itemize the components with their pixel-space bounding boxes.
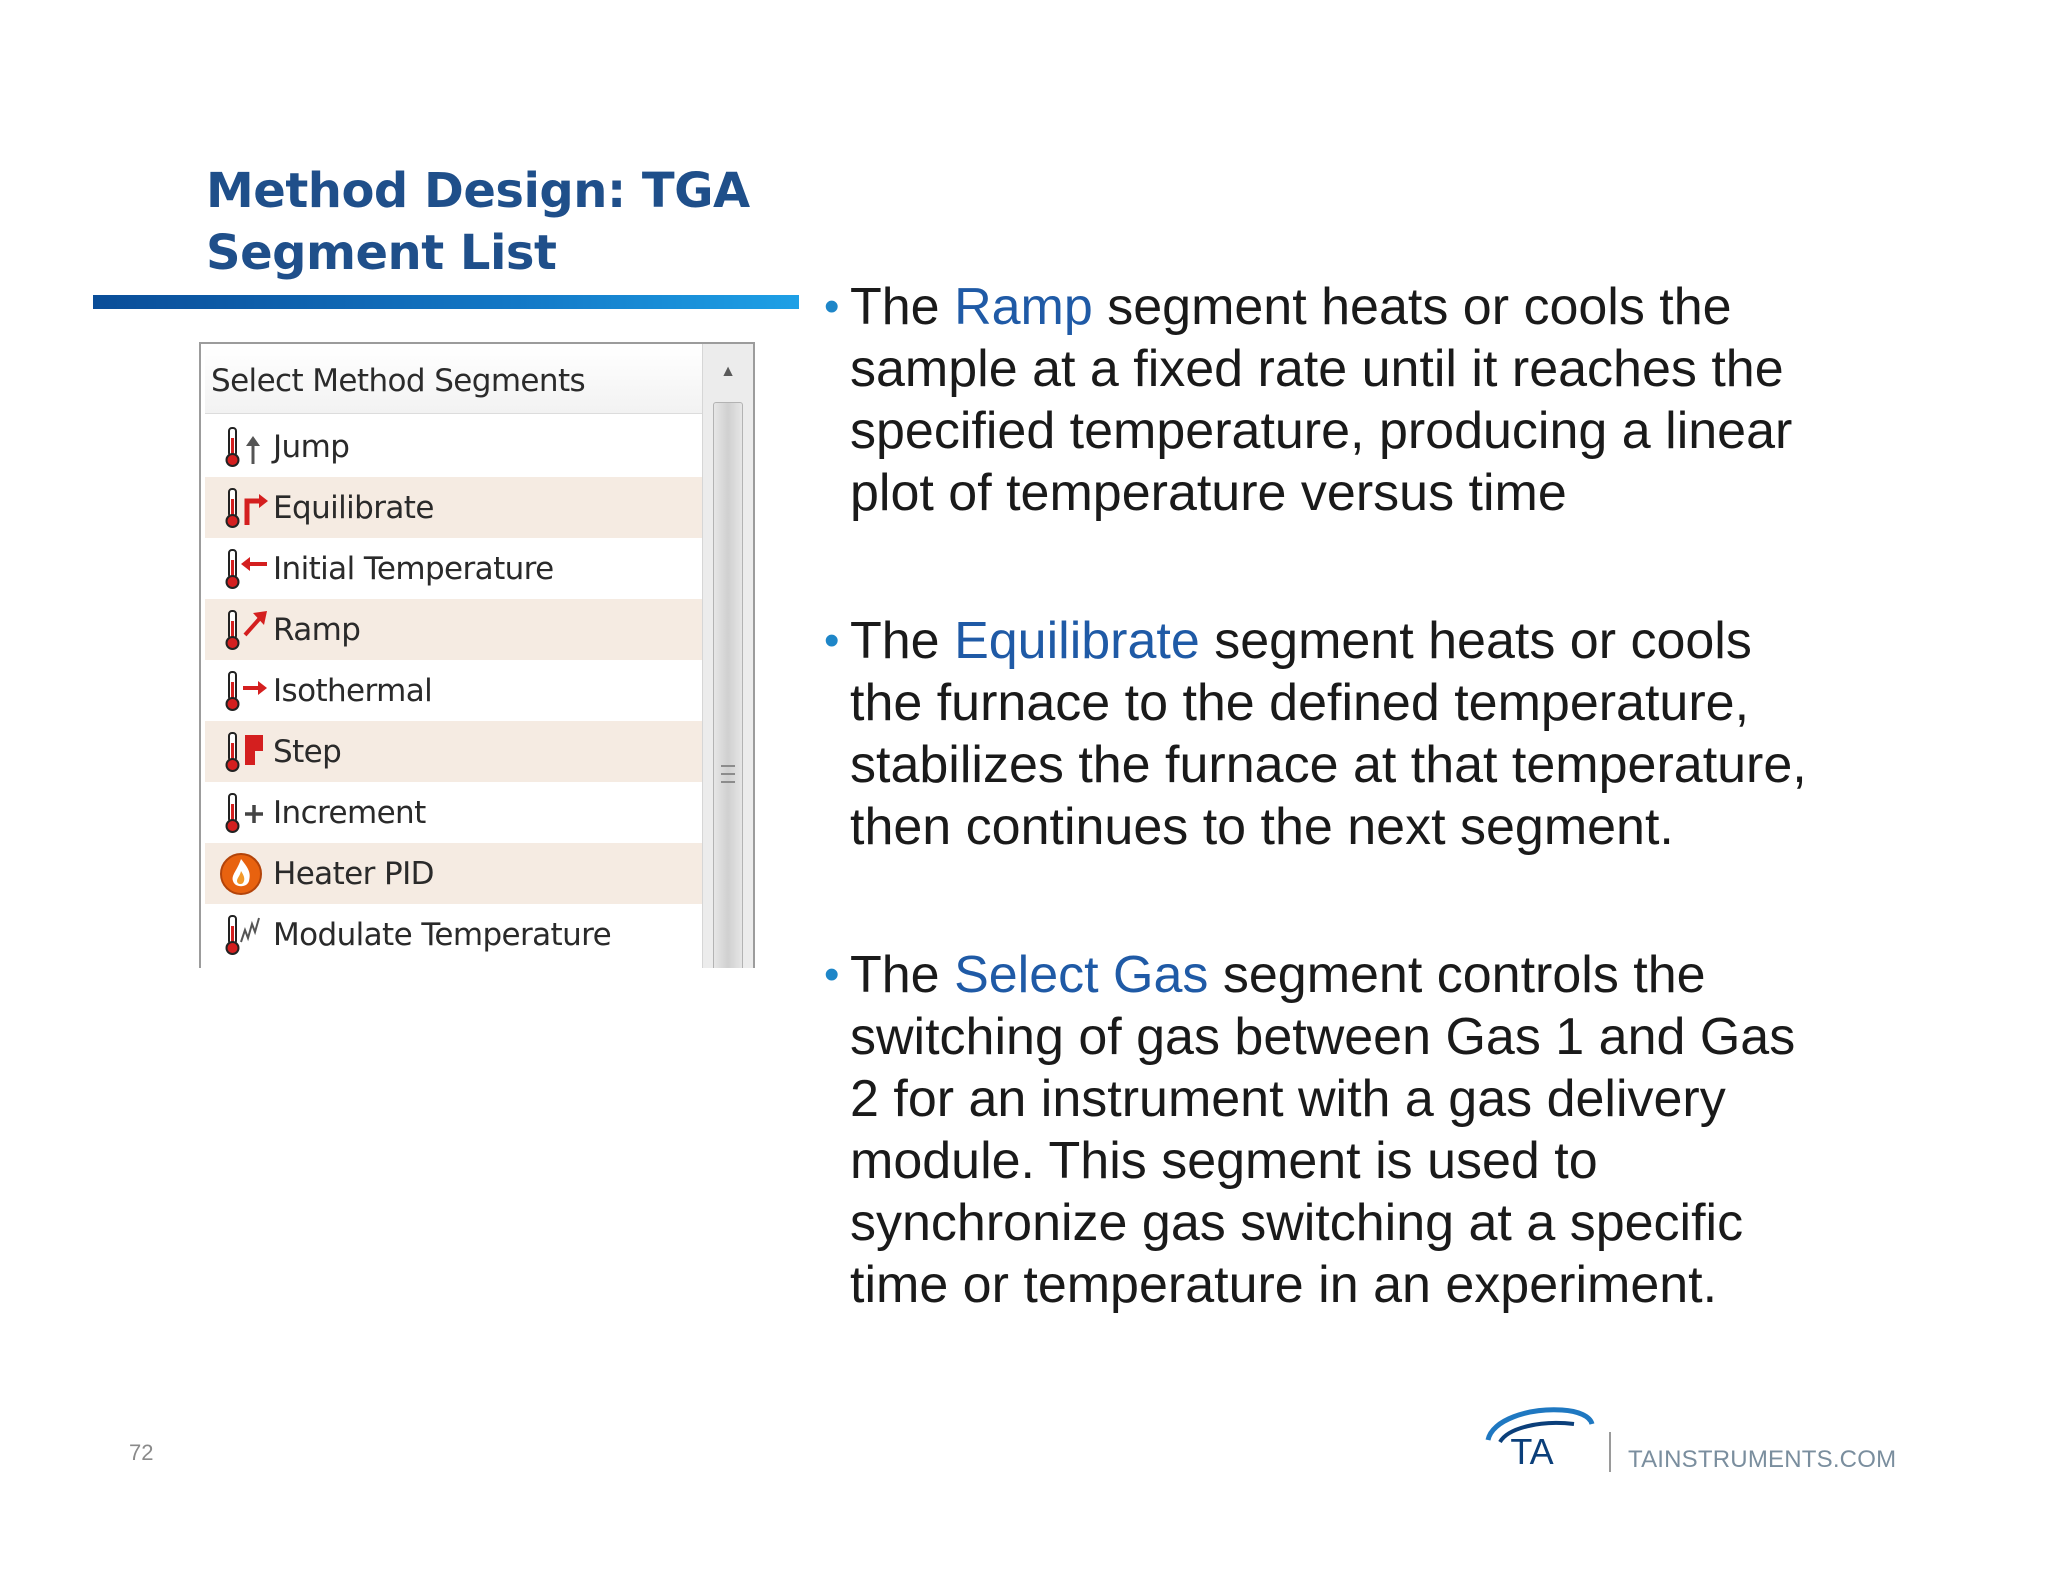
segment-list-scrollbar[interactable] xyxy=(702,344,753,968)
bullet-equilibrate xyxy=(824,610,1824,858)
segment-item-equilibrate[interactable] xyxy=(205,477,703,538)
ta-instruments-logo xyxy=(1478,1402,1596,1472)
bullet-text-pre: The xyxy=(850,946,955,1004)
thermometer-initial-temperature-icon xyxy=(219,546,271,592)
bullet-dot-icon: • xyxy=(824,616,840,665)
bullet-dot-icon: • xyxy=(824,950,840,999)
segment-label: Modulate Temperature xyxy=(273,916,612,953)
bullet-keyword: Ramp xyxy=(954,278,1093,336)
segment-list-header[interactable]: Select Method Segments xyxy=(205,348,703,414)
segment-label: Initial Temperature xyxy=(273,550,554,587)
thermometer-modulate-icon xyxy=(219,912,271,958)
segment-item-step[interactable] xyxy=(205,721,703,782)
bullet-text-post: segment controls the switching of gas between Gas 1 and Gas 2 for an instrument with a gas delivery module. This segment is used to synchronize gas switching at a specific time or temperature in an experiment. xyxy=(850,946,1796,1314)
segment-item-initial-temperature[interactable] xyxy=(205,538,703,599)
logo-text: TA xyxy=(1510,1431,1554,1472)
bullet-ramp xyxy=(824,276,1824,524)
bullet-text-pre: The xyxy=(850,612,955,670)
scroll-up-arrow-icon[interactable]: ▲ xyxy=(720,363,736,380)
bullet-text-pre: The xyxy=(850,278,955,336)
bullet-dot-icon: • xyxy=(824,282,840,331)
segment-item-heater-pid[interactable] xyxy=(205,843,703,904)
segment-label: Heater PID xyxy=(273,855,434,892)
scroll-grip-icon xyxy=(721,765,735,783)
segment-descriptions xyxy=(824,276,1824,1402)
segment-label: Increment xyxy=(273,794,426,831)
segment-item-increment[interactable] xyxy=(205,782,703,843)
page-number: 72 xyxy=(129,1440,154,1465)
segment-label: Step xyxy=(273,733,342,770)
flame-icon xyxy=(219,851,271,897)
bullet-keyword: Equilibrate xyxy=(954,612,1200,670)
thermometer-step-icon xyxy=(219,729,271,775)
segment-label: Isothermal xyxy=(273,672,433,709)
segment-label: Ramp xyxy=(273,611,361,648)
segment-label: Jump xyxy=(273,428,350,465)
bullet-select-gas xyxy=(824,944,1824,1316)
thermometer-equilibrate-icon xyxy=(219,485,271,531)
thermometer-jump-icon xyxy=(219,424,271,470)
slide-title-line-2: Segment List xyxy=(206,225,557,281)
website-link[interactable]: TAINSTRUMENTS.COM xyxy=(1628,1446,1897,1473)
logo-divider xyxy=(1609,1432,1611,1472)
bullet-text-post: segment heats or cools the sample at a fixed rate until it reaches the specified temperature, producing a linear plot of temperature versus time xyxy=(850,278,1793,522)
bullet-text-post: segment heats or cools the furnace to the defined temperature, stabilizes the furnace at that temperature, then continues to the next segment. xyxy=(850,612,1807,856)
segment-item-jump[interactable] xyxy=(205,416,703,477)
slide-title-line-1: Method Design: TGA xyxy=(206,163,750,219)
segment-item-modulate-temperature[interactable] xyxy=(205,904,703,965)
thermometer-ramp-icon xyxy=(219,607,271,653)
segment-label: Equilibrate xyxy=(273,489,434,526)
thermometer-isothermal-icon xyxy=(219,668,271,714)
bullet-keyword: Select Gas xyxy=(954,946,1209,1004)
segment-item-isothermal[interactable] xyxy=(205,660,703,721)
segment-list xyxy=(205,416,703,965)
scroll-thumb[interactable] xyxy=(713,402,743,968)
select-method-segments-panel xyxy=(199,342,755,968)
segment-item-ramp[interactable] xyxy=(205,599,703,660)
slide-title xyxy=(206,160,750,284)
thermometer-increment-icon xyxy=(219,790,271,836)
title-underline xyxy=(93,295,799,309)
